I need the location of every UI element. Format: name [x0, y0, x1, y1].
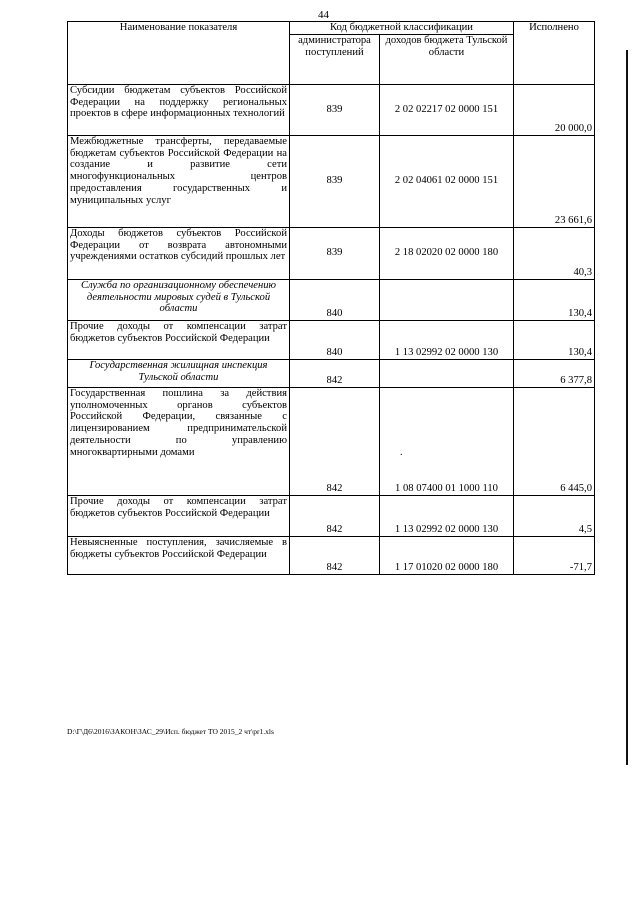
row-admin-code: 839: [290, 135, 380, 227]
row-amount: 6 445,0: [514, 387, 595, 495]
row-income-code: 1 17 01020 02 0000 180: [380, 536, 514, 574]
row-amount: -71,7: [514, 536, 595, 574]
row-amount: 20 000,0: [514, 84, 595, 135]
header-code-group: Код бюджетной классификации: [290, 22, 514, 35]
row-name: Межбюджетные трансферты, передаваемые бюджетам субъектов Российской Федерации на создание и развитие сети многофункциональных центров предоставления государственных и муниципальных услуг: [68, 135, 290, 227]
row-income-code: [380, 279, 514, 320]
table-row: [68, 320, 595, 359]
row-admin-code: 839: [290, 227, 380, 279]
row-name: Субсидии бюджетам субъектов Российской Федерации на поддержку региональных проектов в сфере информационных технологий: [68, 84, 290, 135]
row-name: Прочие доходы от компенсации затрат бюджетов субъектов Российской Федерации: [68, 320, 290, 359]
row-admin-code: 842: [290, 359, 380, 387]
row-income-code: 2 18 02020 02 0000 180: [380, 227, 514, 279]
row-name: Прочие доходы от компенсации затрат бюджетов субъектов Российской Федерации: [68, 495, 290, 536]
row-amount: 130,4: [514, 320, 595, 359]
row-admin-code: 842: [290, 495, 380, 536]
header-executed: Исполнено: [514, 22, 595, 85]
row-amount: 23 661,6: [514, 135, 595, 227]
file-path-footer: D:\Г\Д6\2016\ЗАКОН\ЗАС_29\Исп. бюджет ТО 2015_2 чт\pr1.xls: [67, 727, 274, 736]
header-name: Наименование показателя: [68, 22, 290, 85]
row-name: Доходы бюджетов субъектов Российской Федерации от возврата автономными учреждениями остатков субсидий прошлых лет: [68, 227, 290, 279]
binding-edge-line: [626, 50, 628, 765]
row-income-code: 1 08 07400 01 1000 110: [380, 387, 514, 495]
row-amount: 40,3: [514, 227, 595, 279]
row-amount: 130,4: [514, 279, 595, 320]
row-admin-code: 840: [290, 320, 380, 359]
stray-mark: .: [400, 447, 403, 458]
row-admin-code: 840: [290, 279, 380, 320]
table-row: [68, 135, 595, 227]
header-income: доходов бюджета Тульской области: [380, 34, 514, 84]
section-title: Государственная жилищная инспекция Тульской области: [68, 359, 290, 387]
row-income-code: 2 02 04061 02 0000 151: [380, 135, 514, 227]
section-title: Служба по организационному обеспечению деятельности мировых судей в Тульской области: [68, 279, 290, 320]
row-income-code: 1 13 02992 02 0000 130: [380, 320, 514, 359]
table-row: [68, 495, 595, 536]
header-row-1: [68, 22, 595, 35]
row-amount: 6 377,8: [514, 359, 595, 387]
table-row: [68, 387, 595, 495]
header-admin: администратора поступлений: [290, 34, 380, 84]
row-income-code: [380, 359, 514, 387]
table-row-section: [68, 359, 595, 387]
row-admin-code: 839: [290, 84, 380, 135]
row-name: Государственная пошлина за действия уполномоченных органов субъектов Российской Федерации, связанные с лицензированием предпринимательской деятельности по управлению многоквартирными домами: [68, 387, 290, 495]
row-income-code: 1 13 02992 02 0000 130: [380, 495, 514, 536]
table-row: [68, 227, 595, 279]
row-amount: 4,5: [514, 495, 595, 536]
budget-table: [67, 21, 595, 575]
row-admin-code: 842: [290, 536, 380, 574]
table-row-section: [68, 279, 595, 320]
table-row: [68, 536, 595, 574]
table-row: [68, 84, 595, 135]
row-income-code: 2 02 02217 02 0000 151: [380, 84, 514, 135]
row-name: Невыясненные поступления, зачисляемые в бюджеты субъектов Российской Федерации: [68, 536, 290, 574]
row-admin-code: 842: [290, 387, 380, 495]
page-number: 44: [318, 9, 329, 21]
